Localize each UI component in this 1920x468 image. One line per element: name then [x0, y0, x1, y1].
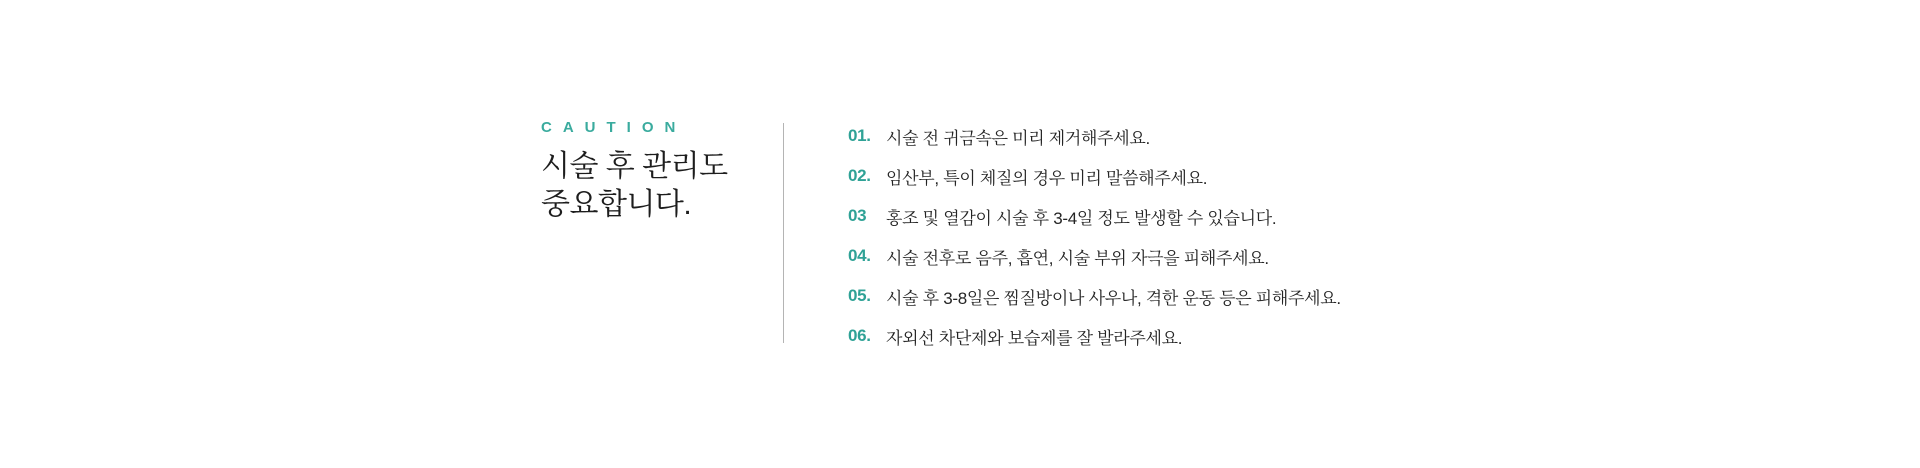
vertical-divider [783, 123, 784, 343]
section-heading-line1: 시술 후 관리도 [541, 150, 728, 183]
caution-list-item [848, 156, 1341, 196]
item-number: 05. [848, 286, 871, 305]
caution-heading-block [541, 120, 791, 224]
caution-list-item [848, 276, 1341, 316]
caution-list-item [848, 196, 1341, 236]
item-number: 02. [848, 166, 871, 185]
caution-eyebrow-label: CAUTION [541, 119, 687, 136]
item-number: 01. [848, 126, 871, 145]
item-text: 홍조 및 열감이 시술 후 3-4일 정도 발생할 수 있습니다. [886, 208, 1277, 228]
caution-list [848, 116, 1341, 356]
item-text: 자외선 차단제와 보습제를 잘 발라주세요. [886, 328, 1183, 348]
caution-list-item [848, 236, 1341, 276]
caution-list-item [848, 316, 1341, 356]
section-heading [541, 148, 791, 224]
item-text: 시술 후 3-8일은 찜질방이나 사우나, 격한 운동 등은 피해주세요. [886, 288, 1341, 308]
caution-list-item [848, 116, 1341, 156]
item-text: 시술 전후로 음주, 흡연, 시술 부위 자극을 피해주세요. [886, 248, 1269, 268]
section-heading-line2: 중요합니다. [541, 188, 692, 221]
item-number: 03 [848, 206, 867, 225]
item-number: 04. [848, 246, 871, 265]
item-text: 시술 전 귀금속은 미리 제거해주세요. [886, 128, 1150, 148]
item-text: 임산부, 특이 체질의 경우 미리 말씀해주세요. [886, 168, 1208, 188]
item-number: 06. [848, 326, 871, 345]
